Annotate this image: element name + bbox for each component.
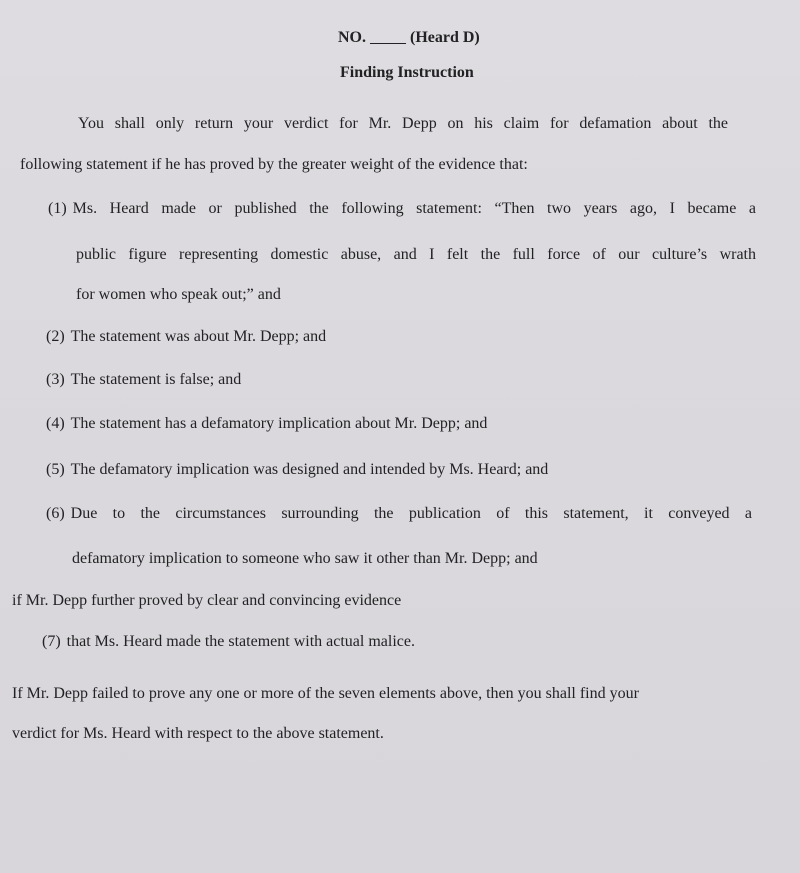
element-3 <box>46 370 241 390</box>
intro-line-2: following statement if he has proved by the greater weight of the evidence that: <box>20 156 528 173</box>
conclusion-line-1: If Mr. Depp failed to prove any one or more of the seven elements above, then you shall find your <box>12 685 639 702</box>
element-5 <box>46 460 548 480</box>
element-text: The statement is false; and <box>70 371 242 388</box>
element-number: (3) <box>46 371 65 388</box>
element-text: Due to the circumstances surrounding the publication of this statement, it conveyed a <box>70 505 752 522</box>
element-number: (7) <box>42 633 61 650</box>
element-number: (1) <box>48 200 67 217</box>
conclusion-line-2: verdict for Ms. Heard with respect to the above statement. <box>12 725 384 742</box>
element-2 <box>46 327 326 347</box>
element-6-line-2: defamatory implication to someone who saw it other than Mr. Depp; and <box>72 550 538 567</box>
element-number: (5) <box>46 461 65 478</box>
element-text: The statement was about Mr. Depp; and <box>70 328 327 345</box>
element-1-line-3: for women who speak out;” and <box>76 286 281 303</box>
intro-line-1: You shall only return your verdict for Mr. Depp on his claim for defamation about the <box>78 115 728 132</box>
element-number: (6) <box>46 505 65 522</box>
element-text: The defamatory implication was designed and intended by Ms. Heard; and <box>70 461 549 478</box>
element-text: that Ms. Heard made the statement with actual malice. <box>66 633 415 650</box>
instruction-title: Finding Instruction <box>340 64 474 81</box>
element-number: (2) <box>46 328 65 345</box>
element-text: Ms. Heard made or published the following statement: “Then two years ago, I became a <box>72 200 756 217</box>
element-1-line-2: public figure representing domestic abuse, and I felt the full force of our culture’s wrath <box>76 246 756 263</box>
number-blank <box>370 43 406 44</box>
number-label: NO. <box>338 29 366 46</box>
party-label: (Heard D) <box>410 29 480 46</box>
element-6-line-1 <box>46 504 752 524</box>
element-7 <box>42 632 415 652</box>
further-proof-line: if Mr. Depp further proved by clear and convincing evidence <box>12 592 402 609</box>
element-4 <box>46 414 487 434</box>
element-number: (4) <box>46 415 65 432</box>
element-text: The statement has a defamatory implication about Mr. Depp; and <box>70 415 488 432</box>
element-1-line-1 <box>48 199 756 219</box>
instruction-number <box>338 28 480 48</box>
